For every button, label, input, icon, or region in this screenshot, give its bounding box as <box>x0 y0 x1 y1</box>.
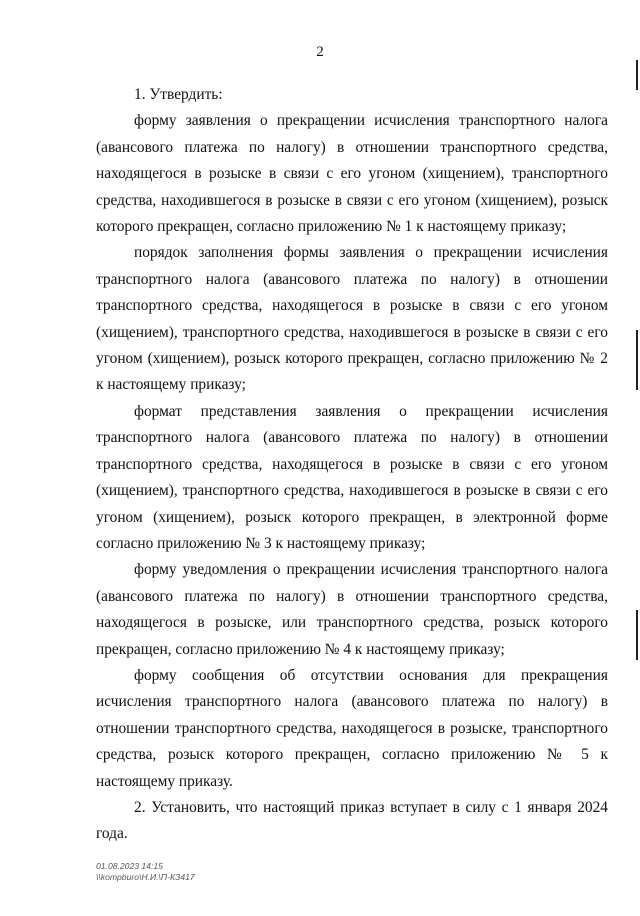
paragraph-notification-form: форму уведомления о прекращении исчисления транспортного налога (авансового платежа по налогу) в отношении транспортного средства, находящегося в розыске, или транспортного средства, розыск которого прекращен, согласно приложению № 4 к настоящему приказу; <box>96 561 608 658</box>
document-body <box>96 82 608 848</box>
paragraph-electronic-format: формат представления заявления о прекращении исчисления транспортного налога (авансового платежа по налогу) в отношении транспортного средства, находящегося в розыске в связи с его угоном (хищением), транспортного средства, находившегося в розыске в связи с его угоном (хищением), розыск которого прекращен, в электронной форме согласно приложению № 3 к настоящему приказу; <box>96 402 608 552</box>
page-number: 2 <box>316 44 324 60</box>
paragraph-filling-procedure: порядок заполнения формы заявления о прекращении исчисления транспортного налога (авансового платежа по налогу) в отношении транспортного средства, находящегося в розыске в связи с его угоном (хищением), транспортного средства, находившегося в розыске в связи с его угоном (хищением), розыск которого прекращен, согласно приложению № 2 к настоящему приказу; <box>96 244 608 394</box>
paragraph-approve-heading: 1. Утвердить: <box>134 86 223 103</box>
scan-edge-mark <box>636 60 638 90</box>
paragraph-effective-date: 2. Установить, что настоящий приказ вступает в силу с 1 января 2024 года. <box>96 798 608 843</box>
paragraph-message-form: форму сообщения об отсутствии основания для прекращения исчисления транспортного налога (авансового платежа по налогу) в отношении транспортного средства, находящегося в розыске, транспортного средства, розыск которого прекращен, согласно приложению № 5 к настоящему приказу. <box>96 666 608 790</box>
footer-timestamp: 01.08.2023 14:15 <box>96 861 163 871</box>
document-footer <box>96 861 195 883</box>
scan-edge-mark <box>636 330 638 390</box>
paragraph-application-form: форму заявления о прекращении исчисления транспортного налога (авансового платежа по налогу) в отношении транспортного средства, находящегося в розыске в связи с его угоном (хищением), транспортного средства, находившегося в розыске в связи с его угоном (хищением), розыск которого прекращен, согласно приложению № 1 к настоящему приказу; <box>96 112 608 236</box>
footer-reference: \\kompburo\Н.И.\П-КЗ417 <box>96 872 195 882</box>
scan-edge-mark <box>636 610 638 660</box>
